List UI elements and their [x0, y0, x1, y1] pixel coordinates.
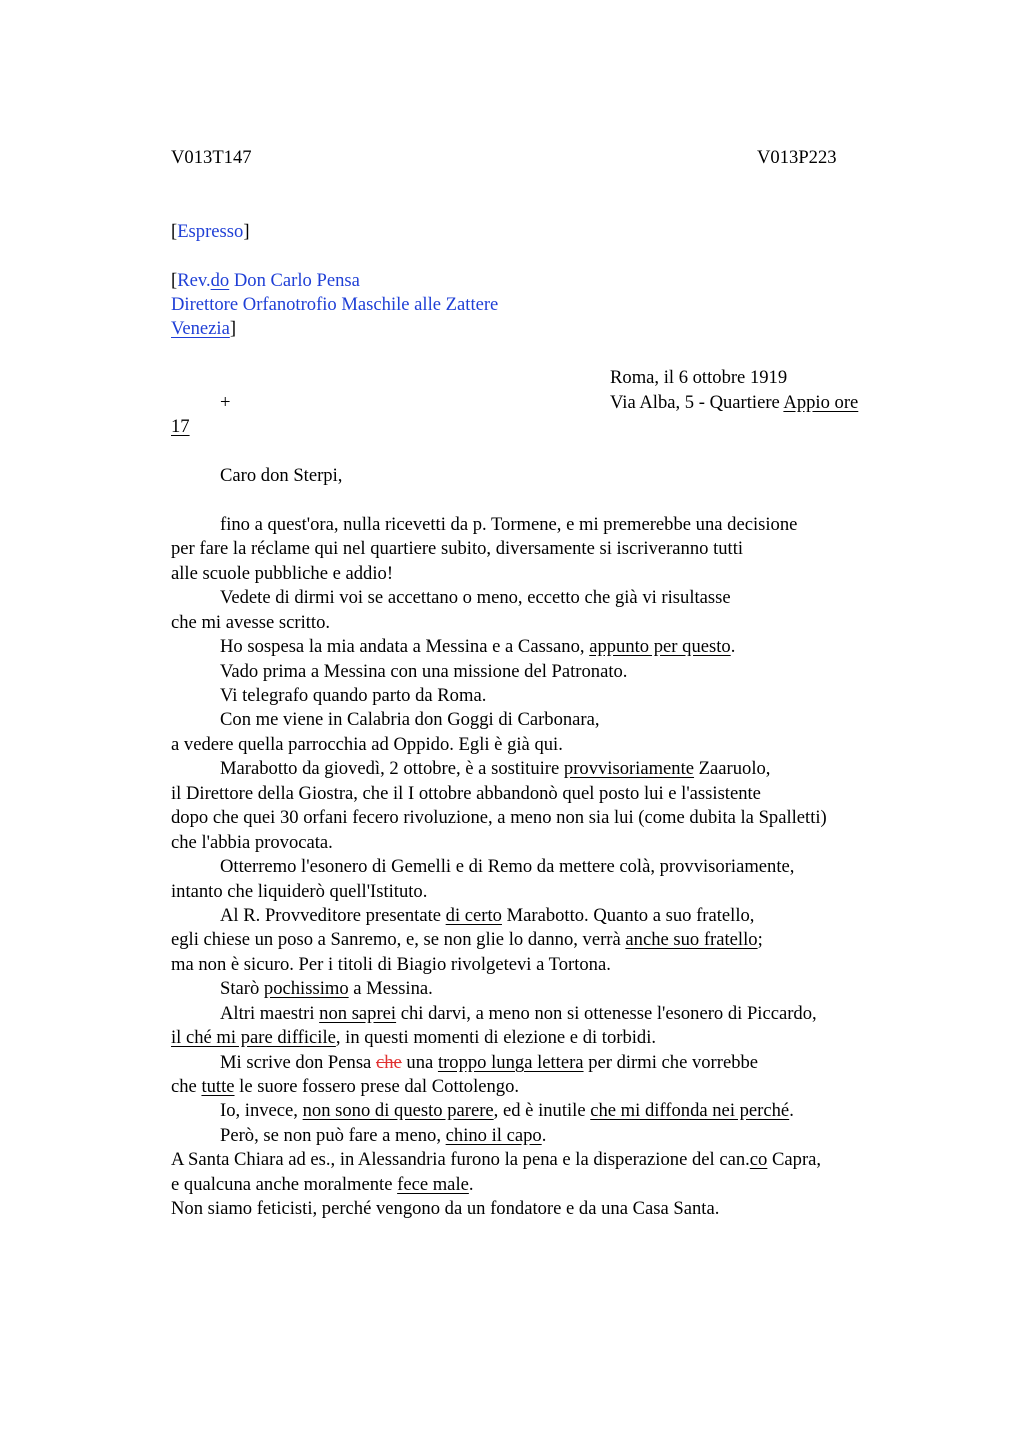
- body-line: Mi scrive don Pensa che una troppo lunga lettera per dirmi che vorrebbe: [220, 1052, 759, 1073]
- body-line: per fare la réclame qui nel quartiere subito, diversamente si iscriveranno tutti: [171, 538, 744, 559]
- body-line: Starò pochissimo a Messina.: [220, 978, 433, 999]
- envelope-type: Espresso: [177, 221, 244, 242]
- body-line: Con me viene in Calabria don Goggi di Carbonara,: [220, 709, 600, 730]
- body-line: Vedete di dirmi voi se accettano o meno, eccetto che già vi risultasse: [220, 587, 731, 608]
- struck-word: che: [375, 1052, 402, 1073]
- sender-address: Via Alba, 5 - Quartiere Appio ore: [610, 392, 859, 413]
- body-line: il Direttore della Giostra, che il I ottobre abbandonò quel posto lui e l'assistente: [171, 783, 761, 804]
- body-line: alle scuole pubbliche e addio!: [171, 563, 394, 584]
- document-code-left: V013T147: [171, 147, 252, 168]
- document-code-right: V013P223: [757, 147, 837, 168]
- body-line: Vi telegrafo quando parto da Roma.: [220, 685, 487, 706]
- body-line: Al R. Provveditore presentate di certo Marabotto. Quanto a suo fratello,: [220, 905, 755, 926]
- body-line: Marabotto da giovedì, 2 ottobre, è a sostituire provvisoriamente Zaaruolo,: [220, 758, 771, 779]
- open-bracket: [: [171, 221, 178, 242]
- body-line: egli chiese un poso a Sanremo, e, se non glie lo danno, verrà anche suo fratello;: [171, 929, 763, 950]
- addressee-role: Direttore Orfanotrofio Maschile alle Zattere: [171, 294, 499, 315]
- body-line: il ché mi pare difficile, in questi momenti di elezione e di torbidi.: [171, 1027, 657, 1048]
- close-bracket: ]: [229, 318, 237, 339]
- close-bracket: ]: [243, 221, 250, 242]
- addressee-name: Don Carlo Pensa: [229, 270, 360, 291]
- body-line: Otterremo l'esonero di Gemelli e di Remo da mettere colà, provvisoriamente,: [220, 856, 795, 877]
- body-line: fino a quest'ora, nulla ricevetti da p. Tormene, e mi premerebbe una decisione: [220, 514, 798, 535]
- body-line: Vado prima a Messina con una missione del Patronato.: [220, 661, 628, 682]
- cross-mark: +: [220, 392, 231, 413]
- body-line: Io, invece, non sono di questo parere, ed è inutile che mi diffonda nei perché.: [220, 1100, 794, 1121]
- letter-date: Roma, il 6 ottobre 1919: [610, 367, 788, 388]
- sender-address-continued: 17: [171, 416, 190, 437]
- body-line: Altri maestri non saprei chi darvi, a meno non si ottenesse l'esonero di Piccardo,: [220, 1003, 817, 1024]
- addressee-city: Venezia: [171, 318, 230, 339]
- open-bracket: [: [171, 270, 178, 291]
- envelope-type-line: [171, 220, 250, 244]
- addressee-city-line: [171, 317, 236, 341]
- body-line: Ho sospesa la mia andata a Messina e a Cassano, appunto per questo.: [220, 636, 736, 657]
- body-line: A Santa Chiara ad es., in Alessandria furono la pena e la disperazione del can.co Capra,: [171, 1149, 822, 1170]
- body-line: dopo che quei 30 orfani fecero rivoluzione, a meno non sia lui (come dubita la Spalletti): [171, 807, 827, 828]
- addressee-title: Rev.: [177, 270, 211, 291]
- body-line: Non siamo feticisti, perché vengono da un fondatore e da una Casa Santa.: [171, 1198, 720, 1219]
- body-line: Però, se non può fare a meno, chino il capo.: [220, 1125, 547, 1146]
- salutation: Caro don Sterpi,: [220, 465, 343, 486]
- body-line: intanto che liquiderò quell'Istituto.: [171, 881, 428, 902]
- addressee-name-line: [171, 269, 360, 293]
- body-line: che mi avesse scritto.: [171, 612, 331, 633]
- body-line: che tutte le suore fossero prese dal Cottolengo.: [171, 1076, 520, 1097]
- body-line: che l'abbia provocata.: [171, 832, 333, 853]
- body-line: e qualcuna anche moralmente fece male.: [171, 1174, 474, 1195]
- addressee-title-suffix: do: [210, 270, 230, 291]
- body-line: ma non è sicuro. Per i titoli di Biagio rivolgetevi a Tortona.: [171, 954, 611, 975]
- body-line: a vedere quella parrocchia ad Oppido. Egli è già qui.: [171, 734, 563, 755]
